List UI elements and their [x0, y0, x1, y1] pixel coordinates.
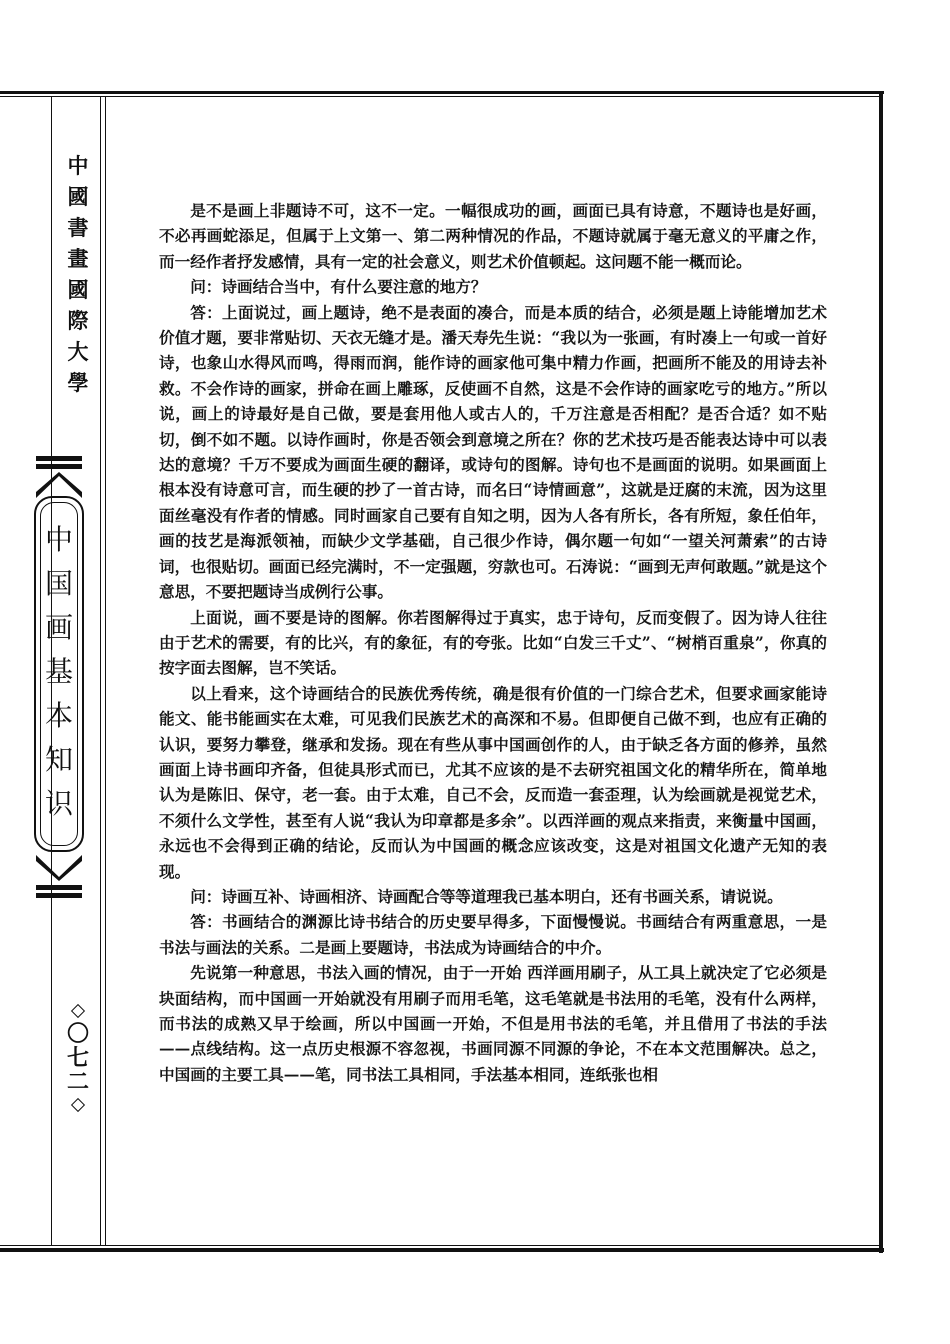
- book-title-char: 画: [44, 611, 73, 644]
- frame-right-border: [879, 91, 883, 1253]
- frame-top-border: [0, 91, 884, 94]
- book-title-char: 中: [44, 523, 73, 556]
- paragraph: 上面说，画不要是诗的图解。你若图解得过于真实，忠于诗句，反而变假了。因为诗人往往由于艺术的需要，有的比兴，有的象征，有的夸张。比如“白发三千丈”、“树梢百重泉”，你真的按字面去图解，岂不笑话。: [159, 607, 827, 678]
- series-title-char: 書: [67, 215, 89, 240]
- spine-divider-line: [100, 96, 101, 1246]
- paragraph: 是不是画上非题诗不可，这不一定。一幅很成功的画，画面已具有诗意，不题诗也是好画，不必再画蛇添足，但属于上文第一、第二两种情况的作品，不题诗就属于毫无意义的平庸之作，而一经作者抒发感情，具有一定的社会意义，则艺术价值顿起。这问题不能一概而论。: [159, 201, 827, 271]
- frame-bottom-inner-border: [0, 1245, 879, 1246]
- paragraph: 答：上面说过，画上题诗，绝不是表面的凑合，而是本质的结合，必须是题上诗能增加艺术价值才题，要非常贴切、天衣无缝才是。潘天寿先生说：“我以为一张画，有时凑上一句或一首好诗，也象山水得风而鸣，得雨而润，能作诗的画家他可集中精力作画，把画所不能及的用诗去补救。不会作诗的画家，拼命在画上雕琢，反使画不自然，这是不会作诗的画家吃亏的地方。”所以说，画上的诗最好是自己做，要是套用他人或古人的，千万注意是否相配？是否合适？如不贴切，倒不如不题。以诗作画时，你是否领会到意境之所在？你的艺术技巧是否能表达诗中可以表达的意境？千万不要成为画面生硬的翻译，或诗句的图解。诗句也不是画面的说明。如果画面上根本没有诗意可言，而生硬的抄了一首古诗，而名曰“诗情画意”，这就是迂腐的末流，因为这里面丝毫没有作者的情感。同时画家自己要有自知之明，因为人各有所长，各有所短，象任伯年，画的技艺是海派领袖，而缺少文学基础，自己很少作诗，偶尔题一句如“一望关河萧索”的古诗词，也很贴切。画面已经完满时，不一定强题，穷款也可。石涛说：“画到无声何敢题。”就是这个意思，不要把题诗当成例行公事。: [159, 302, 827, 602]
- paragraph: 问：诗画互补、诗画相济、诗画配合等等道理我已基本明白，还有书画关系，请说说。: [190, 886, 783, 906]
- body-text: [159, 198, 827, 1087]
- frame-bottom-border: [0, 1248, 884, 1252]
- book-title: [34, 518, 84, 826]
- diamond-ornament-icon: [71, 1098, 85, 1112]
- page-number: [60, 1000, 96, 1116]
- page-number-char: 〇: [66, 1021, 89, 1047]
- paragraph: 先说第一种意思，书法入画的情况，由于一开始 西洋画用刷子，从工具上就决定了它必须是块面结构，而中国画一开始就没有用刷子而用毛笔，这毛笔就是书法用的毛笔，没有什么两样，而书法的成熟又早于绘画，所以中国画一开始，不但是用书法的毛笔，并且借用了书法的手法——点线结构。这一点历史根源不容忽视，书画同源不同源的争论，不在本文范围解决。总之，中国画的主要工具——笔，同书法工具相同，手法基本相同，连纸张也相: [159, 963, 827, 1084]
- book-title-char: 本: [44, 699, 73, 732]
- chevron-up-ornament-icon: [36, 472, 82, 498]
- paragraph: 问：诗画结合当中，有什么要注意的地方？: [190, 277, 487, 297]
- series-title-char: 畫: [67, 246, 89, 271]
- chevron-down-ornament-icon: [36, 855, 82, 881]
- paragraph: 答：书画结合的渊源比诗书结合的历史要早得多，下面慢慢说。书画结合有两重意思，一是书法与画法的关系。二是画上要题诗，书法成为诗画结合的中介。: [159, 912, 827, 957]
- page-number-char: 二: [66, 1069, 89, 1095]
- frame-top-inner-border: [0, 96, 879, 97]
- diamond-ornament-icon: [71, 1004, 85, 1018]
- series-title-char: 大: [67, 339, 89, 364]
- book-title-char: 基: [44, 655, 73, 688]
- series-title: [60, 150, 96, 398]
- series-title-char: 國: [67, 184, 89, 209]
- page-number-char: 七: [66, 1045, 89, 1071]
- book-title-char: 识: [44, 787, 73, 820]
- book-title-char: 国: [44, 567, 73, 600]
- series-title-char: 中: [67, 153, 89, 178]
- book-title-char: 知: [44, 743, 73, 776]
- paragraph: 以上看来，这个诗画结合的民族优秀传统，确是很有价值的一门综合艺术，但要求画家能诗能文、能书能画实在太难，可见我们民族艺术的高深和不易。但即便自己做不到，也应有正确的认识，要努力攀登，继承和发扬。现在有些从事中国画创作的人，由于缺乏各方面的修养，虽然画面上诗书画印齐备，但徒具形式而已，尤其不应该的是不去研究祖国文化的精华所在，简单地认为是陈旧、保守，老一套。由于太难，自己不会，反而造一套歪理，认为绘画就是视觉艺术，不须什么文学性，甚至有人说“我认为印章都是多余”。以西洋画的观点来指责，来衡量中国画，永远也不会得到正确的结论，反而认为中国画的概念应该改变，这是对祖国文化遗产无知的表现。: [159, 683, 827, 881]
- series-title-char: 際: [67, 308, 89, 333]
- series-title-char: 學: [67, 370, 89, 395]
- series-title-char: 國: [67, 277, 89, 302]
- ribbon-ornament-bottom: [36, 855, 82, 901]
- spine-divider-line-2: [105, 96, 106, 1246]
